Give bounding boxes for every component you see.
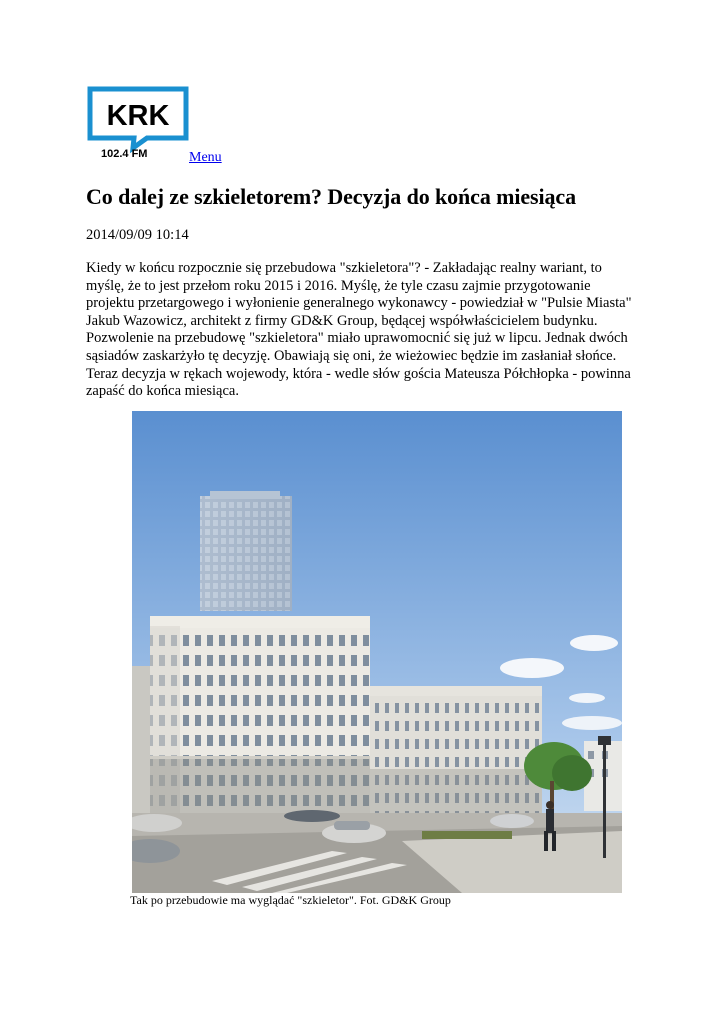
logo-frequency: 102.4 FM <box>101 148 148 160</box>
body-line: Pozwolenie na przebudowę "szkieletora" miało uprawomocnić się już w lipcu. Jednak dwóch <box>86 330 628 347</box>
building-rendering <box>132 411 622 893</box>
krk-logo[interactable] <box>87 86 189 164</box>
body-line: Teraz decyzja w rękach wojewody, która - wedle słów gościa Mateusza Półchłopka - powinna <box>86 365 631 382</box>
body-line: myślę, że to jest przełom roku 2015 i 2016. Myślę, że tyle czasu zajmie przygotowanie <box>86 277 591 294</box>
menu-link[interactable]: Menu <box>189 150 222 165</box>
article-date: 2014/09/09 10:14 <box>86 227 189 243</box>
body-line: Jakub Wazowicz, architekt z firmy GD&K Group, będącej współwłaścicielem budynku. <box>86 312 598 329</box>
article-image <box>132 411 622 893</box>
body-line: zapaść do końca miesiąca. <box>86 383 239 400</box>
image-caption: Tak po przebudowie ma wyglądać "szkieletor". Fot. GD&K Group <box>130 893 451 907</box>
article-body <box>86 260 646 401</box>
body-line: projektu przetargowego i wyłonienie generalnego wykonawcy - powiedział w "Pulsie Miasta" <box>86 295 632 312</box>
article-title: Co dalej ze szkieletorem? Decyzja do końca miesiąca <box>86 184 576 209</box>
body-line: sąsiadów zaskarżyło tę decyzję. Obawiają się oni, że wieżowiec będzie im zasłaniał słońce. <box>86 347 617 364</box>
logo-text: KRK <box>106 100 170 132</box>
logo-graphic <box>87 86 189 164</box>
body-line: Kiedy w końcu rozpocznie się przebudowa "szkieletora"? - Zakładając realny wariant, to <box>86 260 602 276</box>
